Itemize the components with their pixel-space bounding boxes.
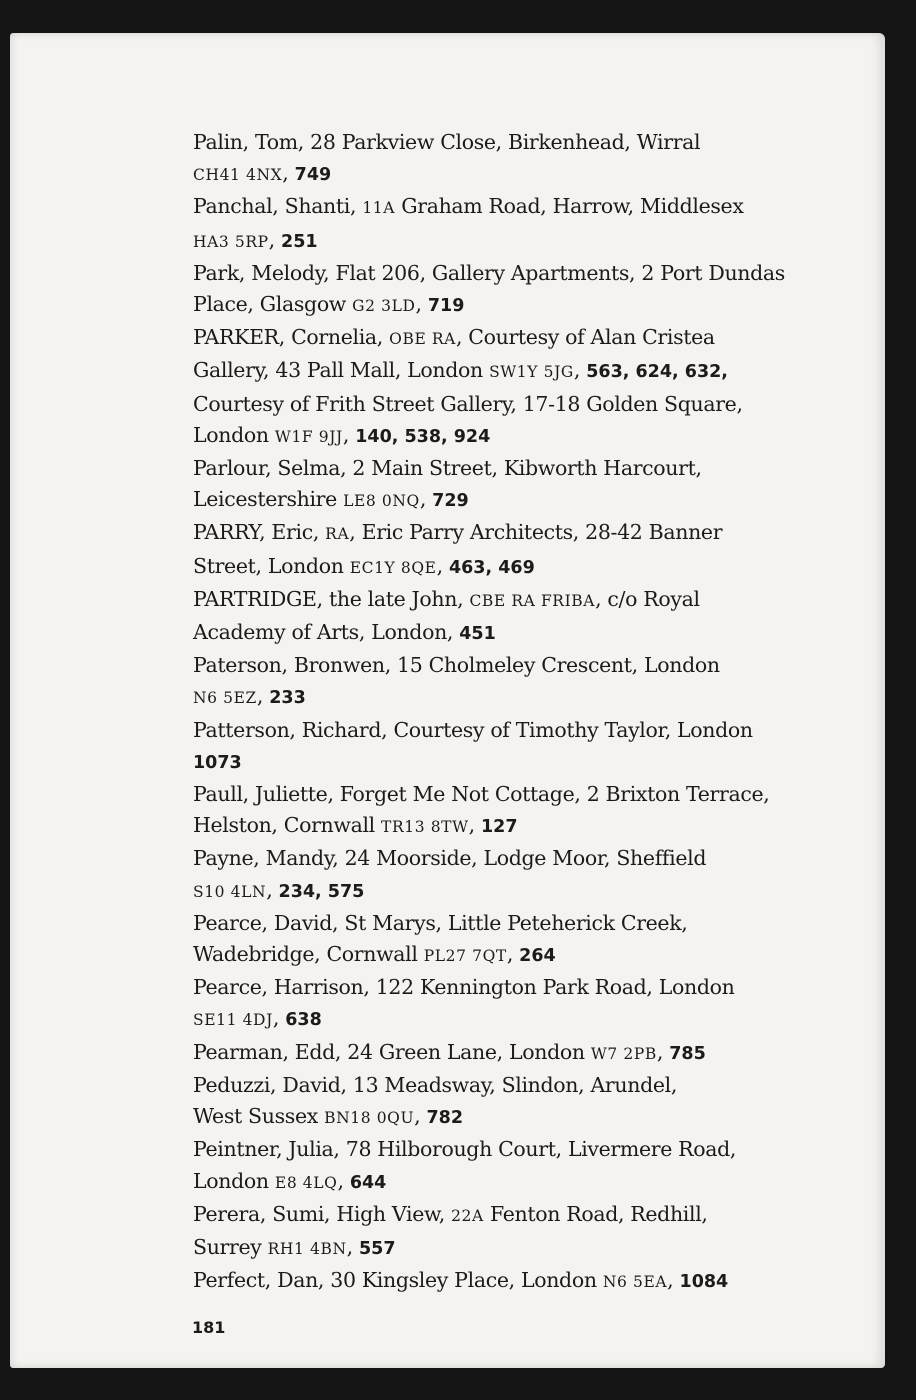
entry-text: PARTRIDGE, the late John, [193, 586, 470, 611]
entry-text: Patterson, Richard, Courtesy of Timothy Taylor, London [193, 717, 753, 742]
small-caps-text: CBE RA FRIBA [469, 591, 596, 610]
index-entry [193, 584, 833, 650]
entry-text: Peduzzi, David, 13 Meadsway, Slindon, Arundel, [193, 1072, 678, 1097]
index-entry [193, 972, 833, 1036]
entry-line [193, 389, 833, 420]
entry-text: Perera, Sumi, High View, [193, 1201, 452, 1226]
entry-text: Wadebridge, Cornwall [193, 942, 424, 967]
entry-line [193, 484, 833, 517]
entry-text: , [656, 1039, 670, 1064]
entry-text: , Eric Parry Architects, 28-42 Banner [349, 520, 723, 545]
entry-line [193, 681, 833, 714]
entry-line [193, 1037, 833, 1070]
entry-text: , [506, 942, 520, 967]
entry-text: Graham Road, Harrow, Middlesex [395, 194, 744, 219]
entry-line [193, 810, 833, 843]
page-reference: 644 [349, 1172, 387, 1193]
entry-line [193, 1101, 833, 1134]
small-caps-text: RA [325, 525, 350, 544]
entry-text: Peintner, Julia, 78 Hilborough Court, Livermere Road, [193, 1137, 737, 1162]
entry-text: Gallery, 43 Pall Mall, London [193, 358, 490, 383]
entry-line [193, 1199, 833, 1232]
page-reference: 234, 575 [278, 881, 365, 902]
index-entry [193, 908, 833, 972]
page-reference: 127 [480, 817, 518, 838]
entry-text: Academy of Arts, London, [193, 620, 460, 645]
entry-line [193, 1003, 833, 1036]
small-caps-text: RH1 4BN [267, 1239, 347, 1258]
entry-text: Perfect, Dan, 30 Kingsley Place, London [193, 1268, 603, 1293]
entry-text: , [436, 553, 449, 578]
page-reference: 140, 538, 924 [355, 426, 491, 447]
index-entry [193, 127, 833, 191]
entry-line [193, 1134, 833, 1165]
entry-text: PARRY, Eric, [193, 520, 326, 545]
page-reference: 463, 469 [448, 557, 535, 578]
entry-line [193, 972, 833, 1003]
page-reference: 1084 [679, 1272, 729, 1293]
page-reference: 785 [669, 1043, 706, 1064]
small-caps-text: OBE RA [389, 330, 456, 349]
entry-line [193, 127, 833, 158]
entry-text: , [667, 1268, 680, 1293]
small-caps-text: N6 5EA [602, 1273, 668, 1292]
page-reference: 729 [432, 491, 469, 512]
entry-line [193, 584, 833, 617]
small-caps-text: TR13 8TW [381, 818, 469, 837]
entry-text: London [193, 1168, 275, 1193]
index-entry [193, 650, 833, 714]
index-entry [193, 1037, 833, 1070]
entry-line [193, 420, 833, 453]
entry-line [193, 289, 833, 322]
entry-line [193, 453, 833, 484]
page-reference: 749 [294, 165, 332, 186]
index-entry [193, 1070, 833, 1134]
entry-line [193, 517, 833, 550]
book-page [10, 33, 885, 1368]
entry-text: Paterson, Bronwen, 15 Cholmeley Crescent, London [193, 653, 720, 678]
small-caps-text: CH41 4NX [193, 166, 283, 185]
index-entry [193, 258, 833, 322]
entry-text: , [342, 422, 356, 447]
page-number: 181 [192, 1318, 226, 1337]
page-reference: 251 [281, 231, 318, 252]
small-caps-text: PL27 7QT [423, 947, 507, 966]
entry-line [193, 1070, 833, 1101]
entry-line [193, 1232, 833, 1265]
index-entry [193, 322, 833, 453]
entry-text: , [272, 1006, 286, 1031]
index-entry [193, 779, 833, 843]
small-caps-text: 22A [451, 1206, 484, 1225]
entry-line [193, 158, 833, 191]
entry-line [193, 551, 833, 584]
small-caps-text: W1F 9JJ [274, 427, 343, 446]
entry-line [193, 843, 833, 874]
entry-text: Pearman, Edd, 24 Green Lane, London [193, 1039, 591, 1064]
entry-text: , [268, 227, 282, 252]
small-caps-text: EC1Y 8QE [349, 558, 437, 577]
index-entry [193, 715, 833, 779]
entry-line [193, 650, 833, 681]
small-caps-text: SW1Y 5JG [489, 363, 574, 382]
entry-line [193, 191, 833, 224]
entry-text: Parlour, Selma, 2 Main Street, Kibworth Harcourt, [193, 456, 702, 481]
page-reference: 557 [358, 1238, 396, 1259]
entry-text: Panchal, Shanti, [193, 194, 363, 219]
entry-text: , [419, 487, 433, 512]
small-caps-text: G2 3LD [352, 297, 416, 316]
small-caps-text: S10 4LN [193, 882, 267, 901]
page-reference: 264 [519, 946, 556, 967]
entry-text: Surrey [193, 1234, 268, 1259]
entry-text: , Courtesy of Alan Cristea [455, 325, 715, 350]
entry-text: Courtesy of Frith Street Gallery, 17-18 Golden Square, [193, 391, 743, 416]
index-entry [193, 843, 833, 907]
entry-text: PARKER, Cornelia, [193, 325, 390, 350]
entry-line [193, 1166, 833, 1199]
small-caps-text: HA3 5RP [193, 232, 269, 251]
entry-text: , [573, 358, 587, 383]
small-caps-text: N6 5EZ [193, 689, 257, 708]
index-entry [193, 1265, 833, 1298]
page-reference: 563, 624, 632, [586, 362, 728, 383]
entry-line [193, 225, 833, 258]
entry-line [193, 355, 833, 388]
entry-text: Pearce, Harrison, 122 Kennington Park Road, London [193, 975, 735, 1000]
entry-text: , [256, 684, 270, 709]
entry-text: Fenton Road, Redhill, [483, 1201, 708, 1226]
entry-line [193, 875, 833, 908]
entry-text: , [337, 1168, 350, 1193]
small-caps-text: BN18 0QU [324, 1109, 415, 1128]
entry-text: , [468, 813, 481, 838]
entry-line [193, 746, 833, 779]
entry-line [193, 1265, 833, 1298]
small-caps-text: E8 4LQ [274, 1173, 338, 1192]
entry-text: Helston, Cornwall [193, 813, 382, 838]
entry-text: Pearce, David, St Marys, Little Peteherick Creek, [193, 910, 688, 935]
page-reference: 719 [427, 296, 465, 317]
index-entry [193, 453, 833, 517]
small-caps-text: SE11 4DJ [193, 1011, 273, 1030]
page-reference: 233 [269, 688, 306, 709]
entry-text: Palin, Tom, 28 Parkview Close, Birkenhead, Wirral [193, 130, 701, 154]
entry-text: London [193, 422, 275, 447]
entry-text: , [415, 292, 428, 317]
page-reference: 638 [285, 1010, 322, 1031]
index-entry [193, 191, 833, 257]
small-caps-text: W7 2PB [590, 1044, 657, 1063]
entry-line [193, 715, 833, 746]
index-entry [193, 1199, 833, 1265]
entry-line [193, 258, 833, 289]
entry-text: West Sussex [193, 1104, 325, 1129]
entry-line [193, 322, 833, 355]
entry-text: , [266, 877, 279, 902]
entry-text: Leicestershire [193, 487, 344, 512]
entry-text: Paull, Juliette, Forget Me Not Cottage, 2 Brixton Terrace, [193, 782, 770, 807]
index-entry [193, 517, 833, 583]
entry-text: , [282, 161, 295, 186]
page-reference: 1073 [193, 752, 242, 773]
entry-text: Park, Melody, Flat 206, Gallery Apartments, 2 Port Dundas [193, 260, 785, 285]
entry-text: Street, London [193, 553, 350, 578]
entry-line [193, 779, 833, 810]
page-reference: 451 [459, 624, 496, 645]
entry-text: , [346, 1234, 359, 1259]
entry-text: Place, Glasgow [193, 292, 353, 317]
entry-line [193, 908, 833, 939]
small-caps-text: 11A [362, 199, 396, 218]
index-entry-list [193, 127, 833, 1298]
page-reference: 782 [426, 1108, 464, 1129]
entry-text: , c/o Royal [595, 586, 700, 611]
index-entry [193, 1134, 833, 1198]
entry-line [193, 939, 833, 972]
entry-text: , [414, 1104, 427, 1129]
entry-text: Payne, Mandy, 24 Moorside, Lodge Moor, Sheffield [193, 846, 707, 871]
small-caps-text: LE8 0NQ [343, 492, 420, 511]
entry-line [193, 617, 833, 650]
